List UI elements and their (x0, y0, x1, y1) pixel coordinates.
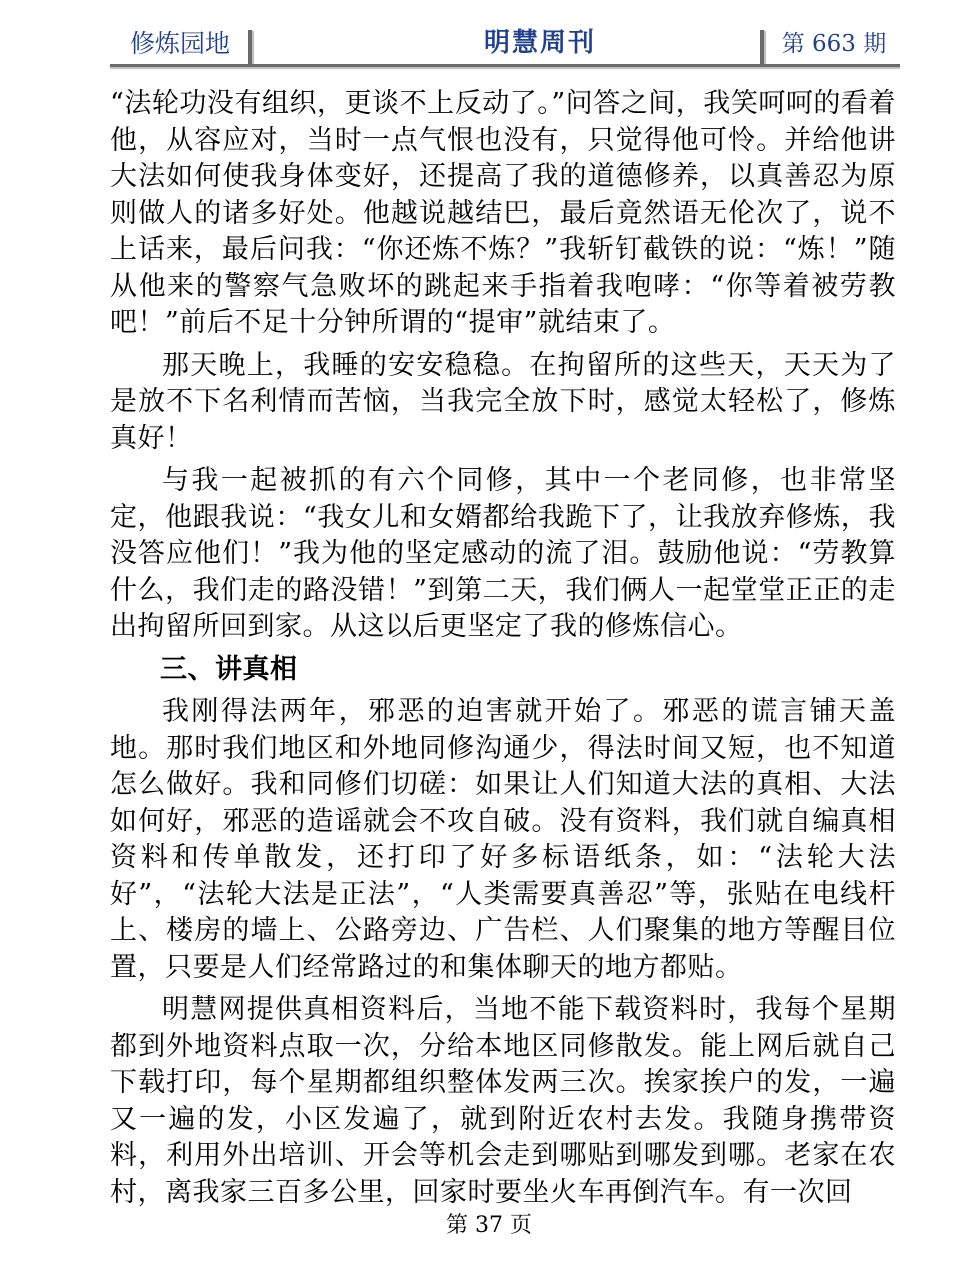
section-name: 修炼园地 (129, 29, 230, 58)
article-body (110, 86, 896, 1217)
paragraph: 明慧网提供真相资料后，当地不能下载资料时，我每个星期都到外地资料点取一次，分给本地区同修散发。能上网后就自己下载打印，每个星期都组织整体发两三次。挨家挨户的发，一遍又一遍的发，小区发遍了，就到附近农村去发。我随身携带资料，利用外出培训、开会等机会走到哪贴到哪发到哪。老家在农村，离我家三百多公里，回家时要坐火车再倒汽车。有一次回 (110, 994, 896, 1208)
paragraph-continuation: “法轮功没有组织，更谈不上反动了。”问答之间，我笑呵呵的看着他，从容应对，当时一点气恨也没有，只觉得他可怜。并给他讲大法如何使我身体变好，还提高了我的道德修养，以真善忍为原则做人的诸多好处。他越说越结巴，最后竟然语无伦次了，说不上话来，最后问我：“你还炼不炼？”我斩钉截铁的说：“炼！”随从他来的警察气急败坏的跳起来手指着我咆哮：“你等着被劳教吧！”前后不足十分钟所谓的“提审”就结束了。 (110, 88, 896, 338)
paragraph: 与我一起被抓的有六个同修，其中一个老同修，也非常坚定，他跟我说：“我女儿和女婿都给我跪下了，让我放弃修炼，我没答应他们！”我为他的坚定感动的流了泪。鼓励他说：“劳教算什么，我们走的路没错！”到第二天，我们俩人一起堂堂正正的走出拘留所回到家。从这以后更坚定了我的修炼信心。 (110, 465, 896, 642)
header-divider-left (248, 30, 252, 64)
issue-number: 第 663 期 (781, 31, 887, 57)
header-rule (110, 64, 900, 67)
section-heading: 三、讲真相 (160, 653, 298, 685)
paragraph: 我刚得法两年，邪恶的迫害就开始了。邪恶的谎言铺天盖地。那时我们地区和外地同修沟通少，得法时间又短，也不知道怎么做好。我和同修们切磋：如果让人们知道大法的真相、大法如何好，邪恶的造谣就会不攻自破。没有资料，我们就自编真相资料和传单散发，还打印了好多标语纸条，如：“法轮大法好”，“法轮大法是正法”，“人类需要真善忍”等，张贴在电线杆上、楼房的墙上、公路旁边、广告栏、人们聚集的地方等醒目位置，只要是人们经常路过的和集体聊天的地方都贴。 (110, 696, 896, 983)
page-header (110, 24, 900, 68)
publication-title: 明慧周刊 (483, 28, 596, 58)
page-number: 第 37 页 (446, 1213, 532, 1238)
paragraph: 那天晚上，我睡的安安稳稳。在拘留所的这些天，天天为了是放不下名利情而苦恼，当我完全放下时，感觉太轻松了，修炼真好！ (110, 349, 896, 454)
header-divider-right (760, 30, 764, 64)
